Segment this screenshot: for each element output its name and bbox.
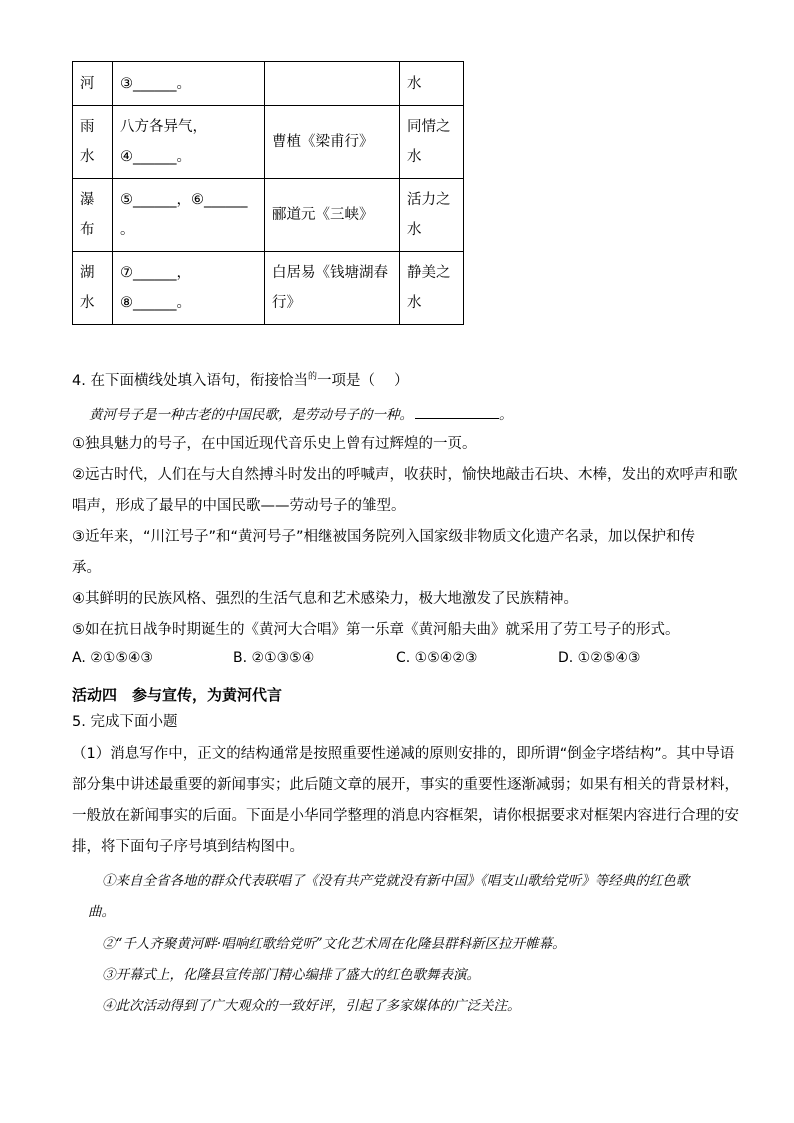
table-cell-line: 瀑 (80, 192, 95, 208)
table-row (73, 252, 464, 325)
table-cell-line: 湖 (80, 265, 95, 281)
q4-lead-sentence (89, 400, 739, 431)
table-cell-line: 曹植《梁甫行》 (272, 134, 374, 150)
table-cell-line: 郦道元《三峡》 (272, 207, 374, 223)
table-cell-line: 雨 (80, 119, 95, 135)
table-cell-verse (113, 106, 265, 179)
table-cell-line: 水 (80, 149, 95, 165)
table-cell-line: ⑦______， (120, 265, 191, 281)
q4-option-a[interactable]: A. ②①⑤④③ (72, 650, 153, 666)
table-cell-line: 布 (80, 222, 95, 238)
table-cell-line: ⑤______，⑥______ (120, 192, 248, 208)
activity-4-heading: 活动四 参与宣传，为黄河代言 (72, 686, 283, 704)
q5-paragraph-line-2: 部分集中讲述最重要的新闻事实；此后随文章的展开，事实的重要性逐渐减弱；如果有相关的背景材料， (72, 777, 739, 793)
table-cell-line: 同情之 (407, 119, 451, 135)
table-cell-line: 水 (407, 295, 422, 311)
q5-item-1b: 曲。 (88, 904, 115, 920)
q4-sentence-4: ④其鲜明的民族风格、强烈的生活气息和艺术感染力，极大地激发了民族精神。 (72, 591, 578, 607)
poem-table (72, 61, 464, 325)
table-cell-line: ⑧______。 (120, 295, 191, 311)
q5-paragraph-line-4: 排，将下面句子序号填到结构图中。 (72, 839, 304, 855)
poem-table-body (73, 62, 464, 325)
table-cell-line: 。 (120, 222, 135, 238)
table-cell-line: 水 (407, 149, 422, 165)
table-cell-line: 八方各异气， (120, 119, 207, 135)
table-cell-line: ④______。 (120, 149, 191, 165)
table-cell-source (265, 62, 400, 106)
q5-item-2: ②“千人齐聚黄河畔·唱响红歌给党听”文化艺术周在化隆县群科新区拉开帷幕。 (102, 936, 566, 952)
q4-lead-text: 黄河号子是一种古老的中国民歌，是劳动号子的一种。 (89, 407, 413, 423)
q4-sentence-2b: 唱声，形成了最早的中国民歌——劳动号子的雏型。 (72, 498, 406, 514)
table-cell-meaning (400, 106, 464, 179)
q5-item-3: ③开幕式上，化隆县宣传部门精心编排了盛大的红色歌舞表演。 (102, 967, 480, 983)
q4-stem (72, 362, 722, 397)
q4-answer-blank[interactable] (415, 404, 499, 419)
q4-option-c[interactable]: C. ①⑤④②③ (396, 650, 478, 666)
table-cell-meaning (400, 179, 464, 252)
q4-sentence-2a: ②远古时代，人们在与大自然搏斗时发出的呼喊声，收获时，愉快地敲击石块、木棒，发出的欢呼声和歌 (72, 467, 738, 483)
table-cell-line: 水 (407, 75, 422, 92)
table-row (73, 62, 464, 106)
table-cell-line: 水 (80, 295, 95, 311)
table-cell-line: 白居易《钱塘湖春 (272, 265, 388, 281)
table-cell-meaning (400, 252, 464, 325)
q4-sentence-3b: 承。 (72, 560, 101, 576)
q4-stem-text-end: 一项是（ ） (316, 373, 409, 389)
table-row (73, 106, 464, 179)
q4-stem-text: 4. 在下面横线处填入语句，衔接恰当 (72, 373, 308, 389)
table-cell-name (73, 106, 113, 179)
q5-item-1a: ①来自全省各地的群众代表联唱了《没有共产党就没有新中国》《唱支山歌给党听》等经典的红色歌 (102, 873, 690, 889)
table-cell-name (73, 252, 113, 325)
q5-paragraph-line-3: 一般放在新闻事实的后面。下面是小华同学整理的消息内容框架，请你根据要求对框架内容进行合理的安 (72, 808, 739, 824)
table-cell-name (73, 179, 113, 252)
q4-sentence-5: ⑤如在抗日战争时期诞生的《黄河大合唱》第一乐章《黄河船夫曲》就采用了劳工号子的形式。 (72, 622, 680, 638)
table-cell-line: 静美之 (407, 265, 451, 281)
table-cell-source (265, 179, 400, 252)
table-cell-meaning (400, 62, 464, 106)
q5-paragraph-line-1: （1）消息写作中，正文的结构通常是按照重要性递减的原则安排的，即所谓“倒金字塔结构”。其中导语 (72, 746, 735, 762)
table-cell-verse (113, 179, 265, 252)
q4-stem-superscript: 的 (307, 372, 317, 382)
table-cell-line: 水 (407, 222, 422, 238)
table-row (73, 179, 464, 252)
table-cell-line: ③______。 (120, 75, 191, 92)
q4-option-b[interactable]: B. ②①③⑤④ (233, 650, 315, 666)
q5-title: 5. 完成下面小题 (72, 714, 178, 730)
q4-sentence-3a: ③近年来，“川江号子”和“黄河号子”相继被国务院列入国家级非物质文化遗产名录，加以保护和传 (72, 529, 696, 545)
q4-sentence-1: ①独具魅力的号子，在中国近现代音乐史上曾有过辉煌的一页。 (72, 436, 477, 452)
table-cell-source (265, 106, 400, 179)
table-cell-source (265, 252, 400, 325)
table-cell-line: 活力之 (407, 192, 451, 208)
table-cell-line: 河 (80, 75, 95, 92)
q4-option-d[interactable]: D. ①②⑤④③ (558, 650, 641, 666)
q5-item-4: ④此次活动得到了广大观众的一致好评，引起了多家媒体的广泛关注。 (102, 998, 521, 1014)
table-cell-verse (113, 62, 265, 106)
table-cell-line: 行》 (272, 295, 301, 311)
table-cell-name (73, 62, 113, 106)
table-cell-verse (113, 252, 265, 325)
q4-lead-end: 。 (499, 407, 513, 423)
